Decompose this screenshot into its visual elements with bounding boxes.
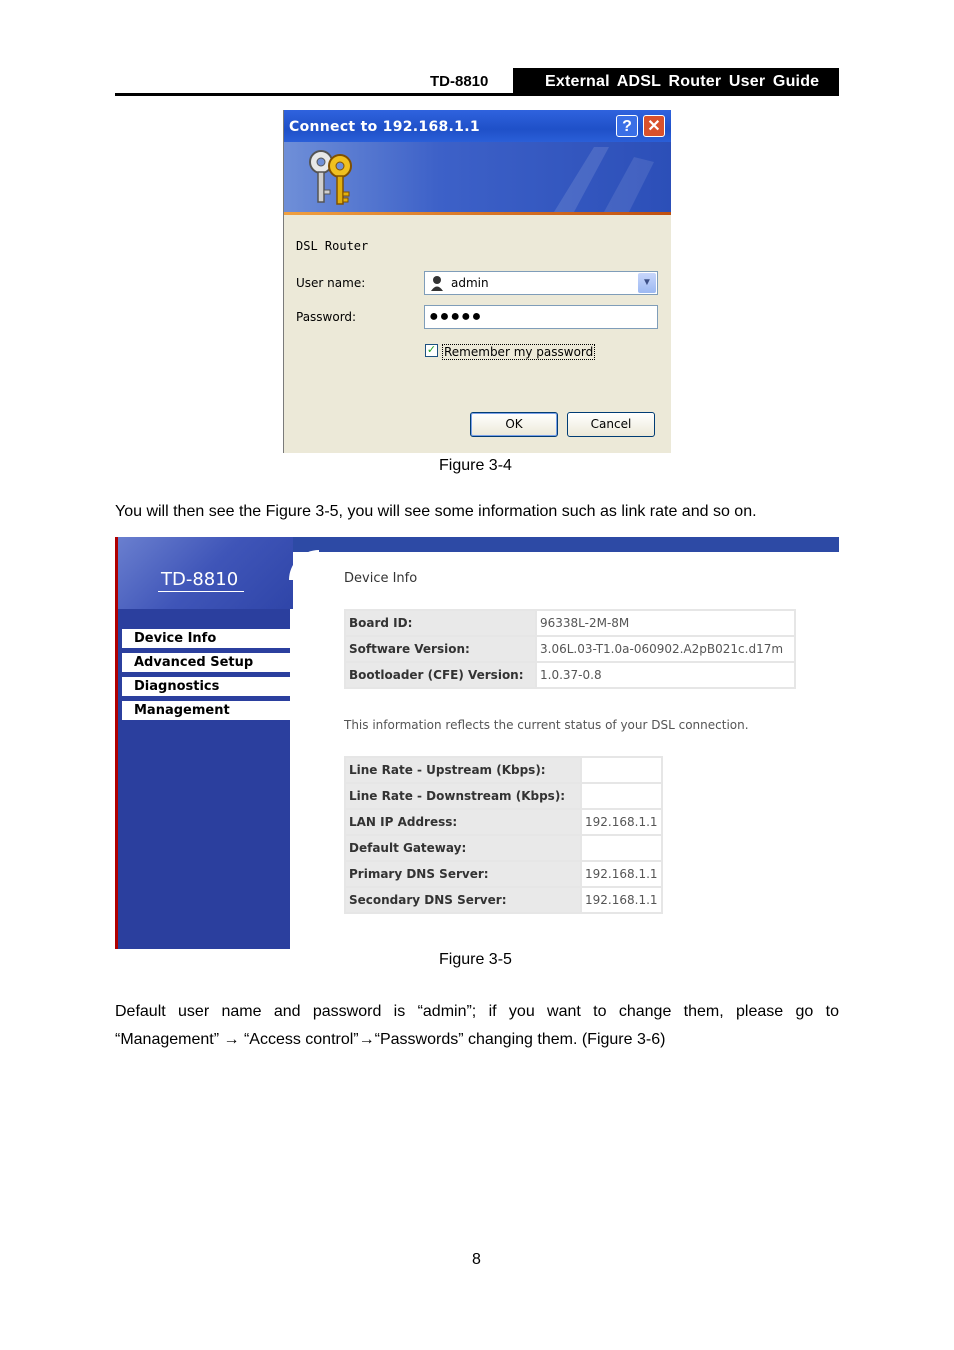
board-id-value: 96338L-2M-8M [536,610,795,636]
table-row [345,783,662,809]
dialog-title-bar [284,110,671,142]
remember-label[interactable]: Remember my password [444,345,594,359]
device-info-heading: Device Info [344,571,418,586]
closing-paragraph-line1: Default user name and password is “admin”; if you want to change them, please go to [115,1003,839,1020]
menu-item-advanced-setup[interactable]: Advanced Setup [122,653,290,672]
username-label: User name: [296,276,366,290]
figure-3-5-caption: Figure 3-5 [439,951,512,968]
table-row [345,861,662,887]
figure-3-4-caption: Figure 3-4 [439,457,512,474]
table-row [345,662,795,688]
router-header-curve [289,550,319,580]
default-gateway-key: Default Gateway: [345,835,581,861]
menu-item-diagnostics[interactable]: Diagnostics [122,677,290,696]
upstream-rate-value [581,757,662,783]
dialog-title: Connect to 192.168.1.1 [289,119,480,135]
realm-text: DSL Router [296,239,369,253]
page-number: 8 [472,1251,481,1268]
table-row [345,835,662,861]
ok-button[interactable]: OK [470,412,558,437]
router-web-ui [115,537,839,949]
upstream-rate-key: Line Rate - Upstream (Kbps): [345,757,581,783]
login-dialog [283,110,671,453]
banner-watermark [534,142,671,212]
chevron-down-icon[interactable]: ▼ [638,273,656,293]
table-row [345,809,662,835]
dialog-banner [284,142,671,212]
software-version-value: 3.06L.03-T1.0a-060902.A2pB021c.d17m [536,636,795,662]
downstream-rate-value [581,783,662,809]
secondary-dns-key: Secondary DNS Server: [345,887,581,913]
table-row [345,887,662,913]
status-note: This information reflects the current status of your DSL connection. [344,718,749,732]
header-model: TD-8810 [430,73,489,90]
table-row [345,610,795,636]
password-label: Password: [296,310,357,324]
lan-ip-key: LAN IP Address: [345,809,581,835]
username-value: admin [451,276,489,290]
password-value: ●●●●● [429,308,483,325]
menu-item-device-info[interactable]: Device Info [122,629,290,648]
intro-paragraph: You will then see the Figure 3-5, you will see some information such as link rate and so on. [115,503,757,520]
primary-dns-key: Primary DNS Server: [345,861,581,887]
table-row [345,636,795,662]
table-row [345,757,662,783]
connection-status-table [344,756,663,914]
cancel-button[interactable]: Cancel [567,412,655,437]
close-button[interactable]: ✕ [643,115,665,137]
username-combobox[interactable] [424,271,658,295]
keys-icon [304,146,360,208]
router-sidebar [115,537,290,949]
bootloader-version-key: Bootloader (CFE) Version: [345,662,536,688]
header-title: External ADSL Router User Guide [545,73,820,90]
header-bar-end [836,68,839,96]
device-info-table [344,609,796,689]
software-version-key: Software Version: [345,636,536,662]
menu-item-management[interactable]: Management [122,701,290,720]
lan-ip-value: 192.168.1.1 [581,809,662,835]
closing-paragraph-line2: “Management” → “Access control”→“Passwords” changing them. (Figure 3-6) [115,1031,666,1048]
remember-checkbox[interactable]: ✓ [426,344,437,356]
board-id-key: Board ID: [345,610,536,636]
dialog-banner-accent [284,212,671,215]
router-logo-underline [158,591,244,592]
router-logo: TD-8810 [161,569,239,590]
default-gateway-value [581,835,662,861]
secondary-dns-value: 192.168.1.1 [581,887,662,913]
user-icon [430,275,444,294]
bootloader-version-value: 1.0.37-0.8 [536,662,795,688]
downstream-rate-key: Line Rate - Downstream (Kbps): [345,783,581,809]
router-top-bar [290,537,839,552]
primary-dns-value: 192.168.1.1 [581,861,662,887]
password-field[interactable] [424,305,658,329]
header-rule [115,93,839,96]
help-button[interactable]: ? [616,115,638,137]
